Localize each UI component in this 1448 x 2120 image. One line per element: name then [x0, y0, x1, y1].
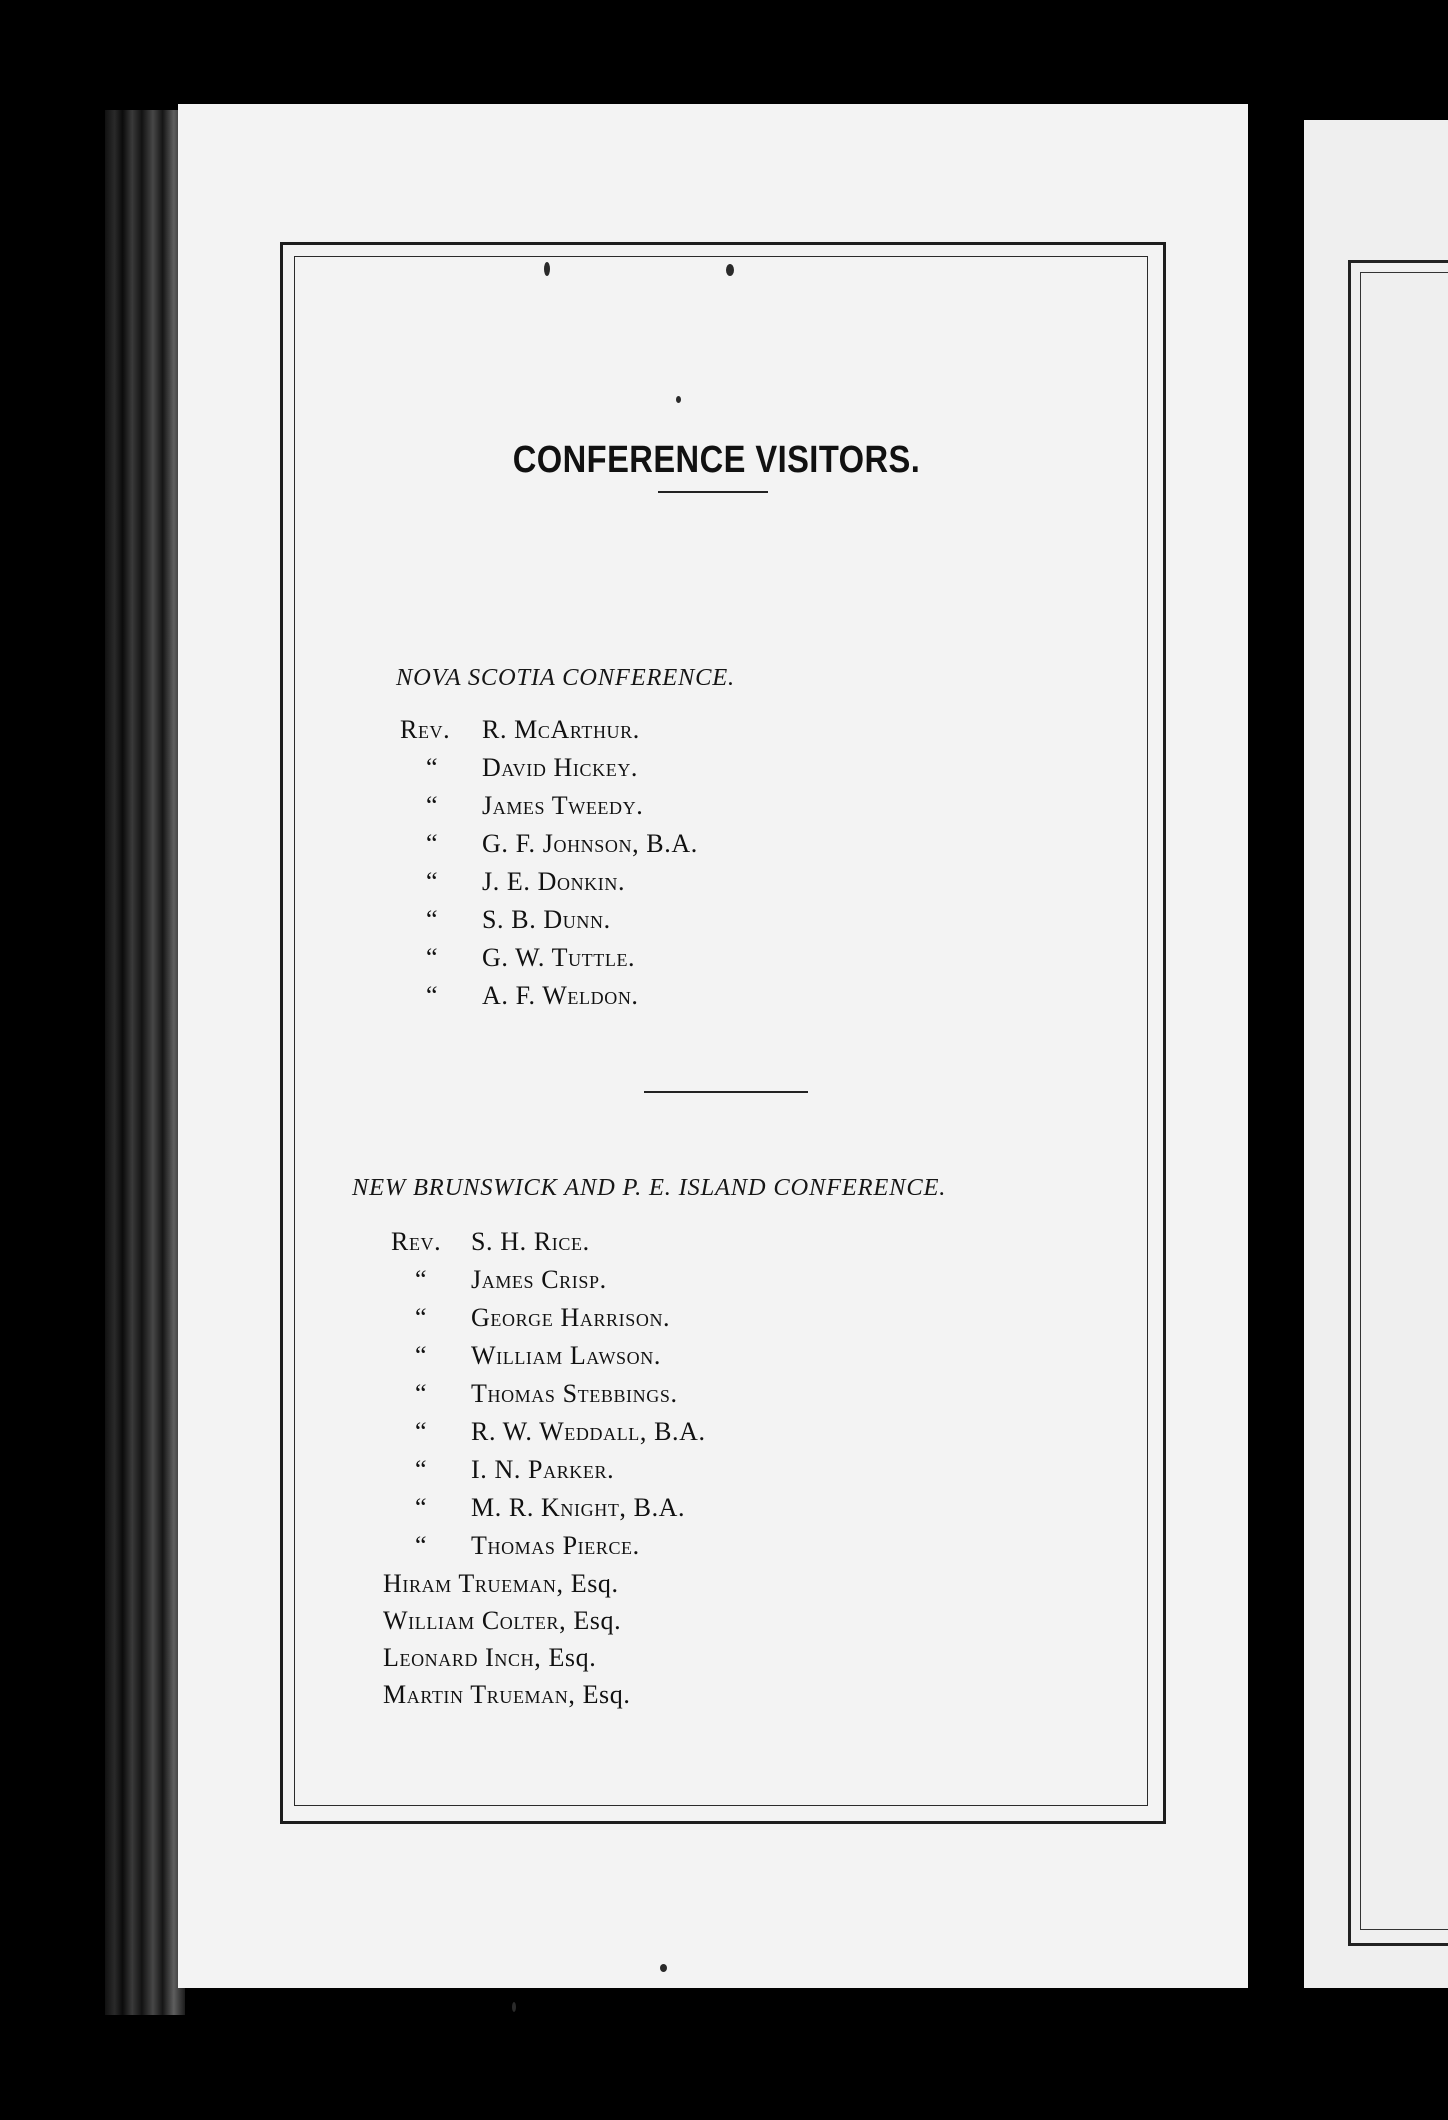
list-item — [400, 711, 698, 749]
ditto-mark: “ — [415, 1303, 428, 1332]
visitor-name: Martin Trueman, — [383, 1680, 576, 1709]
section-heading-nova-scotia: NOVA SCOTIA CONFERENCE. — [396, 664, 735, 691]
visitor-name: R. W. Weddall, B.A. — [471, 1417, 706, 1446]
scan-speck — [726, 264, 734, 276]
scan-speck — [676, 396, 681, 403]
visitor-name: George Harrison. — [471, 1303, 671, 1332]
list-item — [391, 1337, 706, 1375]
ditto-mark: “ — [415, 1341, 428, 1370]
ditto-mark: “ — [415, 1455, 428, 1484]
list-item — [400, 863, 698, 901]
list-item — [400, 787, 698, 825]
visitor-name: A. F. Weldon. — [482, 981, 639, 1010]
visitor-name: James Crisp. — [471, 1265, 607, 1294]
visitor-name: Thomas Stebbings. — [471, 1379, 678, 1408]
list-item — [391, 1413, 706, 1451]
ditto-mark: “ — [426, 829, 439, 858]
ditto-mark: “ — [426, 981, 439, 1010]
ditto-mark: “ — [415, 1265, 428, 1294]
list-item — [391, 1261, 706, 1299]
list-item — [391, 1299, 706, 1337]
visitor-name: Leonard Inch, — [383, 1643, 542, 1672]
ditto-mark: “ — [415, 1379, 428, 1408]
list-item — [383, 1676, 630, 1713]
name-suffix: Esq. — [548, 1643, 597, 1672]
list-item — [391, 1527, 706, 1565]
visitor-name: R. McArthur. — [482, 715, 640, 744]
adjacent-page-frame-inner — [1360, 272, 1448, 1930]
list-item — [400, 977, 698, 1015]
book-spine-edge — [105, 110, 185, 2015]
ditto-mark: “ — [426, 905, 439, 934]
visitor-name: G. W. Tuttle. — [482, 943, 636, 972]
scan-speck — [660, 1964, 667, 1972]
name-suffix: Esq. — [573, 1606, 622, 1635]
list-item — [391, 1375, 706, 1413]
ditto-mark: “ — [426, 867, 439, 896]
visitor-name: S. B. Dunn. — [482, 905, 611, 934]
ditto-mark: “ — [426, 943, 439, 972]
name-suffix: Esq. — [570, 1569, 619, 1598]
list-item — [383, 1565, 630, 1602]
new-brunswick-visitor-list — [391, 1223, 706, 1565]
title-divider — [658, 491, 768, 493]
ditto-mark: “ — [415, 1493, 428, 1522]
visitor-name: William Lawson. — [471, 1341, 661, 1370]
list-item — [391, 1451, 706, 1489]
list-item — [400, 939, 698, 977]
ditto-mark: “ — [415, 1417, 428, 1446]
list-item — [391, 1223, 706, 1261]
list-item — [383, 1602, 630, 1639]
list-item — [391, 1489, 706, 1527]
visitor-name: G. F. Johnson, B.A. — [482, 829, 698, 858]
section-heading-new-brunswick: NEW BRUNSWICK AND P. E. ISLAND CONFERENCE. — [352, 1174, 947, 1201]
nova-scotia-visitor-list — [400, 711, 698, 1015]
section-divider — [644, 1091, 808, 1093]
ditto-mark: “ — [415, 1531, 428, 1560]
visitor-name: M. R. Knight, B.A. — [471, 1493, 686, 1522]
scan-speck — [544, 262, 550, 276]
lay-visitor-list — [383, 1565, 630, 1713]
list-item — [400, 825, 698, 863]
name-suffix: Esq. — [582, 1680, 631, 1709]
visitor-name: Thomas Pierce. — [471, 1531, 640, 1560]
title-prefix: Rev. — [391, 1227, 442, 1256]
document-page — [178, 104, 1248, 1988]
visitor-name: William Colter, — [383, 1606, 567, 1635]
ditto-mark: “ — [426, 791, 439, 820]
visitor-name: David Hickey. — [482, 753, 639, 782]
visitor-name: J. E. Donkin. — [482, 867, 626, 896]
visitor-name: James Tweedy. — [482, 791, 644, 820]
scan-speck — [512, 2002, 516, 2012]
title-prefix: Rev. — [400, 715, 451, 744]
adjacent-page — [1304, 120, 1448, 1988]
visitor-name: Hiram Trueman, — [383, 1569, 564, 1598]
ditto-mark: “ — [426, 753, 439, 782]
list-item — [400, 749, 698, 787]
list-item — [383, 1639, 630, 1676]
list-item — [400, 901, 698, 939]
visitor-name: S. H. Rice. — [471, 1227, 590, 1256]
page-title: CONFERENCE VISITORS. — [512, 439, 921, 481]
visitor-name: I. N. Parker. — [471, 1455, 615, 1484]
